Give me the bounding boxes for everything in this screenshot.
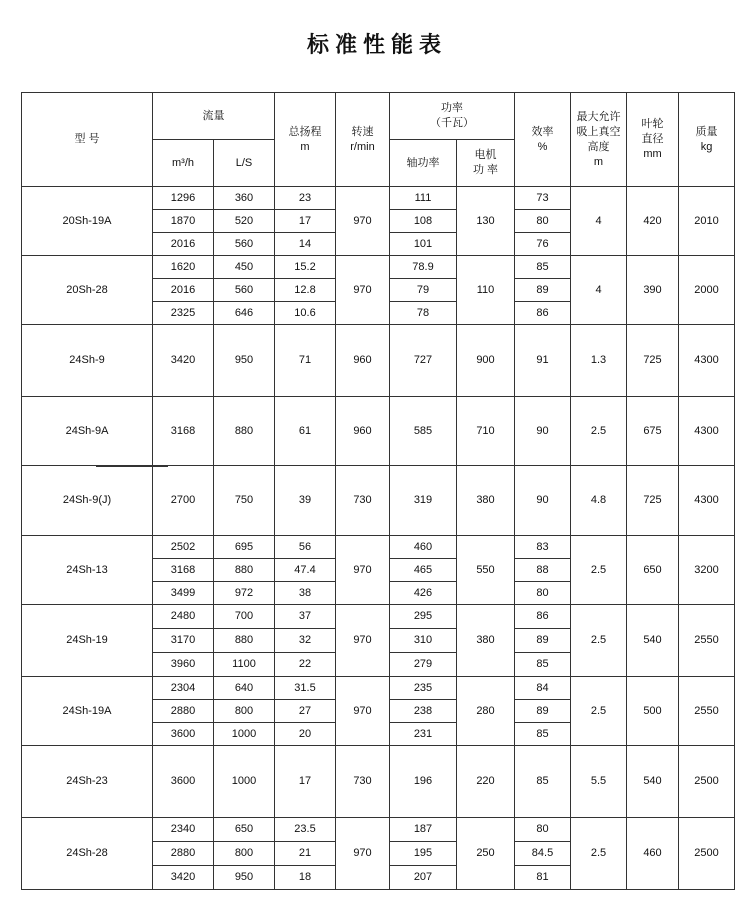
suction-height-cell: 2.5 xyxy=(571,605,627,677)
header-mass-line2: kg xyxy=(700,140,713,153)
header-impeller xyxy=(627,93,679,187)
flow-ls-cell: 700 xyxy=(214,605,275,629)
head-cell: 15.2 xyxy=(275,256,336,279)
impeller-diameter-cell: 390 xyxy=(627,256,679,325)
flow-ls-cell: 880 xyxy=(214,629,275,653)
flow-ls-cell: 520 xyxy=(214,210,275,233)
shaft-power-cell: 111 xyxy=(390,187,457,210)
impeller-diameter-cell: 650 xyxy=(627,536,679,605)
head-cell: 23.5 xyxy=(275,818,336,842)
model-cell: 20Sh-19A xyxy=(22,187,153,256)
suction-height-cell: 4.8 xyxy=(571,466,627,536)
suction-height-cell: 4 xyxy=(571,256,627,325)
efficiency-cell: 85 xyxy=(515,653,571,677)
shaft-power-cell: 295 xyxy=(390,605,457,629)
speed-cell: 970 xyxy=(336,187,390,256)
speed-cell: 960 xyxy=(336,397,390,466)
model-cell: 20Sh-28 xyxy=(22,256,153,325)
head-cell: 27 xyxy=(275,700,336,723)
speed-cell: 730 xyxy=(336,466,390,536)
speed-cell: 970 xyxy=(336,818,390,890)
table-body xyxy=(22,187,735,890)
flow-m3h-cell: 2016 xyxy=(153,279,214,302)
table-row xyxy=(22,256,735,279)
speed-cell: 730 xyxy=(336,746,390,818)
flow-m3h-cell: 1870 xyxy=(153,210,214,233)
motor-power-cell: 380 xyxy=(457,605,515,677)
flow-ls-cell: 950 xyxy=(214,866,275,890)
table-row xyxy=(22,187,735,210)
model-cell: 24Sh-9 xyxy=(22,325,153,397)
table-row xyxy=(22,605,735,629)
header-impeller-line2: 直径 xyxy=(641,133,664,145)
flow-m3h-cell: 1620 xyxy=(153,256,214,279)
efficiency-cell: 89 xyxy=(515,700,571,723)
head-cell: 31.5 xyxy=(275,677,336,700)
head-cell: 61 xyxy=(275,397,336,466)
efficiency-cell: 86 xyxy=(515,605,571,629)
model-cell: 24Sh-9A xyxy=(22,397,153,466)
efficiency-cell: 80 xyxy=(515,818,571,842)
page-title: 标准性能表 xyxy=(306,32,447,58)
impeller-diameter-cell: 540 xyxy=(627,605,679,677)
shaft-power-cell: 465 xyxy=(390,559,457,582)
table-row xyxy=(22,677,735,700)
impeller-diameter-cell: 540 xyxy=(627,746,679,818)
flow-m3h-cell: 2325 xyxy=(153,302,214,325)
flow-m3h-cell: 3960 xyxy=(153,653,214,677)
shaft-power-cell: 279 xyxy=(390,653,457,677)
shaft-power-cell: 231 xyxy=(390,723,457,746)
mass-cell: 2500 xyxy=(679,746,735,818)
model-cell: 24Sh-23 xyxy=(22,746,153,818)
model-cell: 24Sh-9(J) xyxy=(22,466,153,536)
flow-ls-cell: 640 xyxy=(214,677,275,700)
table-row xyxy=(22,325,735,397)
suction-height-cell: 2.5 xyxy=(571,818,627,890)
shaft-power-cell: 207 xyxy=(390,866,457,890)
table-row xyxy=(22,397,735,466)
header-impeller-line3: mm xyxy=(643,148,662,160)
header-suction xyxy=(571,93,627,187)
flow-ls-cell: 1000 xyxy=(214,723,275,746)
shaft-power-cell: 78.9 xyxy=(390,256,457,279)
mass-cell: 2000 xyxy=(679,256,735,325)
efficiency-cell: 81 xyxy=(515,866,571,890)
suction-height-cell: 5.5 xyxy=(571,746,627,818)
header-head xyxy=(275,93,336,187)
header-speed-label: 转速 xyxy=(351,125,374,138)
head-cell: 56 xyxy=(275,536,336,559)
efficiency-cell: 85 xyxy=(515,256,571,279)
header-suction-line2: 吸上真空 xyxy=(576,125,621,138)
suction-height-cell: 1.3 xyxy=(571,325,627,397)
mass-cell: 4300 xyxy=(679,466,735,536)
efficiency-cell: 84.5 xyxy=(515,842,571,866)
head-cell: 47.4 xyxy=(275,559,336,582)
flow-m3h-cell: 2340 xyxy=(153,818,214,842)
header-model: 型 号 xyxy=(22,93,153,187)
shaft-power-cell: 196 xyxy=(390,746,457,818)
motor-power-cell: 280 xyxy=(457,677,515,746)
header-shaft-power: 轴功率 xyxy=(390,140,457,187)
header-head-label: 总扬程 xyxy=(288,125,322,138)
mass-cell: 2500 xyxy=(679,818,735,890)
head-cell: 17 xyxy=(275,210,336,233)
shaft-power-cell: 426 xyxy=(390,582,457,605)
performance-table-container xyxy=(21,92,734,890)
impeller-diameter-cell: 420 xyxy=(627,187,679,256)
shaft-power-cell: 235 xyxy=(390,677,457,700)
flow-ls-cell: 972 xyxy=(214,582,275,605)
shaft-power-cell: 108 xyxy=(390,210,457,233)
shaft-power-cell: 79 xyxy=(390,279,457,302)
speed-cell: 970 xyxy=(336,605,390,677)
motor-power-cell: 130 xyxy=(457,187,515,256)
shaft-power-cell: 310 xyxy=(390,629,457,653)
model-cell: 24Sh-28 xyxy=(22,818,153,890)
efficiency-cell: 84 xyxy=(515,677,571,700)
efficiency-cell: 91 xyxy=(515,325,571,397)
efficiency-cell: 73 xyxy=(515,187,571,210)
flow-ls-cell: 1000 xyxy=(214,746,275,818)
motor-power-cell: 250 xyxy=(457,818,515,890)
header-suction-line3: 高度 xyxy=(587,140,610,153)
speed-cell: 970 xyxy=(336,677,390,746)
efficiency-cell: 76 xyxy=(515,233,571,256)
header-motor-power-line2: 功 率 xyxy=(472,164,499,176)
mass-cell: 2550 xyxy=(679,605,735,677)
header-motor-power xyxy=(457,140,515,187)
efficiency-cell: 85 xyxy=(515,723,571,746)
table-row xyxy=(22,536,735,559)
flow-m3h-cell: 3168 xyxy=(153,397,214,466)
efficiency-cell: 88 xyxy=(515,559,571,582)
header-mass xyxy=(679,93,735,187)
head-cell: 10.6 xyxy=(275,302,336,325)
suction-height-cell: 2.5 xyxy=(571,677,627,746)
flow-m3h-cell: 1296 xyxy=(153,187,214,210)
flow-m3h-cell: 2304 xyxy=(153,677,214,700)
mass-cell: 2550 xyxy=(679,677,735,746)
shaft-power-cell: 460 xyxy=(390,536,457,559)
head-cell: 17 xyxy=(275,746,336,818)
head-cell: 71 xyxy=(275,325,336,397)
header-impeller-line1: 叶轮 xyxy=(641,118,664,130)
flow-m3h-cell: 3600 xyxy=(153,746,214,818)
motor-power-cell: 110 xyxy=(457,256,515,325)
header-flow-m3h: m³/h xyxy=(153,140,214,187)
head-cell: 21 xyxy=(275,842,336,866)
header-motor-power-line1: 电机 xyxy=(474,149,497,161)
flow-ls-cell: 695 xyxy=(214,536,275,559)
efficiency-cell: 89 xyxy=(515,629,571,653)
flow-ls-cell: 646 xyxy=(214,302,275,325)
efficiency-cell: 90 xyxy=(515,466,571,536)
suction-height-cell: 2.5 xyxy=(571,397,627,466)
motor-power-cell: 220 xyxy=(457,746,515,818)
header-power xyxy=(390,93,515,140)
flow-m3h-cell: 2880 xyxy=(153,842,214,866)
header-suction-line4: m xyxy=(593,155,604,168)
header-efficiency-label: 效率 xyxy=(531,125,554,138)
flow-m3h-cell: 2502 xyxy=(153,536,214,559)
header-flow-ls: L/S xyxy=(214,140,275,187)
header-flow: 流量 xyxy=(153,93,275,140)
motor-power-cell: 900 xyxy=(457,325,515,397)
motor-power-cell: 550 xyxy=(457,536,515,605)
flow-m3h-cell: 3170 xyxy=(153,629,214,653)
motor-power-cell: 380 xyxy=(457,466,515,536)
header-power-unit: （千瓦） xyxy=(430,117,474,129)
flow-ls-cell: 650 xyxy=(214,818,275,842)
shaft-power-cell: 585 xyxy=(390,397,457,466)
mass-cell: 4300 xyxy=(679,397,735,466)
efficiency-cell: 90 xyxy=(515,397,571,466)
stray-rule-line xyxy=(96,466,168,467)
flow-m3h-cell: 3499 xyxy=(153,582,214,605)
table-row xyxy=(22,466,735,536)
flow-m3h-cell: 2700 xyxy=(153,466,214,536)
impeller-diameter-cell: 500 xyxy=(627,677,679,746)
speed-cell: 960 xyxy=(336,325,390,397)
mass-cell: 3200 xyxy=(679,536,735,605)
flow-m3h-cell: 3420 xyxy=(153,866,214,890)
speed-cell: 970 xyxy=(336,536,390,605)
table-row xyxy=(22,818,735,842)
impeller-diameter-cell: 460 xyxy=(627,818,679,890)
head-cell: 37 xyxy=(275,605,336,629)
head-cell: 14 xyxy=(275,233,336,256)
flow-ls-cell: 560 xyxy=(214,279,275,302)
flow-m3h-cell: 2016 xyxy=(153,233,214,256)
flow-m3h-cell: 3420 xyxy=(153,325,214,397)
shaft-power-cell: 101 xyxy=(390,233,457,256)
head-cell: 23 xyxy=(275,187,336,210)
efficiency-cell: 80 xyxy=(515,582,571,605)
shaft-power-cell: 78 xyxy=(390,302,457,325)
mass-cell: 4300 xyxy=(679,325,735,397)
shaft-power-cell: 195 xyxy=(390,842,457,866)
efficiency-cell: 89 xyxy=(515,279,571,302)
shaft-power-cell: 727 xyxy=(390,325,457,397)
flow-m3h-cell: 3168 xyxy=(153,559,214,582)
table-row xyxy=(22,746,735,818)
flow-ls-cell: 800 xyxy=(214,842,275,866)
header-power-label: 功率 xyxy=(441,102,463,114)
suction-height-cell: 4 xyxy=(571,187,627,256)
model-cell: 24Sh-19 xyxy=(22,605,153,677)
head-cell: 32 xyxy=(275,629,336,653)
motor-power-cell: 710 xyxy=(457,397,515,466)
efficiency-cell: 80 xyxy=(515,210,571,233)
header-speed-unit: r/min xyxy=(350,140,375,153)
shaft-power-cell: 238 xyxy=(390,700,457,723)
shaft-power-cell: 187 xyxy=(390,818,457,842)
head-cell: 22 xyxy=(275,653,336,677)
flow-ls-cell: 750 xyxy=(214,466,275,536)
header-head-unit: m xyxy=(300,140,310,153)
header-suction-line1: 最大允许 xyxy=(576,110,621,123)
speed-cell: 970 xyxy=(336,256,390,325)
shaft-power-cell: 319 xyxy=(390,466,457,536)
head-cell: 38 xyxy=(275,582,336,605)
flow-m3h-cell: 2480 xyxy=(153,605,214,629)
suction-height-cell: 2.5 xyxy=(571,536,627,605)
header-efficiency-unit: % xyxy=(537,140,548,153)
impeller-diameter-cell: 725 xyxy=(627,325,679,397)
impeller-diameter-cell: 675 xyxy=(627,397,679,466)
flow-m3h-cell: 2880 xyxy=(153,700,214,723)
performance-table xyxy=(21,92,735,890)
impeller-diameter-cell: 725 xyxy=(627,466,679,536)
flow-ls-cell: 1100 xyxy=(214,653,275,677)
model-cell: 24Sh-13 xyxy=(22,536,153,605)
flow-ls-cell: 880 xyxy=(214,559,275,582)
efficiency-cell: 85 xyxy=(515,746,571,818)
header-speed xyxy=(336,93,390,187)
header-mass-line1: 质量 xyxy=(695,125,718,138)
mass-cell: 2010 xyxy=(679,187,735,256)
flow-ls-cell: 950 xyxy=(214,325,275,397)
flow-m3h-cell: 3600 xyxy=(153,723,214,746)
head-cell: 18 xyxy=(275,866,336,890)
header-efficiency xyxy=(515,93,571,187)
head-cell: 39 xyxy=(275,466,336,536)
head-cell: 12.8 xyxy=(275,279,336,302)
head-cell: 20 xyxy=(275,723,336,746)
flow-ls-cell: 450 xyxy=(214,256,275,279)
flow-ls-cell: 560 xyxy=(214,233,275,256)
efficiency-cell: 86 xyxy=(515,302,571,325)
flow-ls-cell: 880 xyxy=(214,397,275,466)
flow-ls-cell: 360 xyxy=(214,187,275,210)
header-row-1 xyxy=(22,93,735,140)
model-cell: 24Sh-19A xyxy=(22,677,153,746)
flow-ls-cell: 800 xyxy=(214,700,275,723)
efficiency-cell: 83 xyxy=(515,536,571,559)
